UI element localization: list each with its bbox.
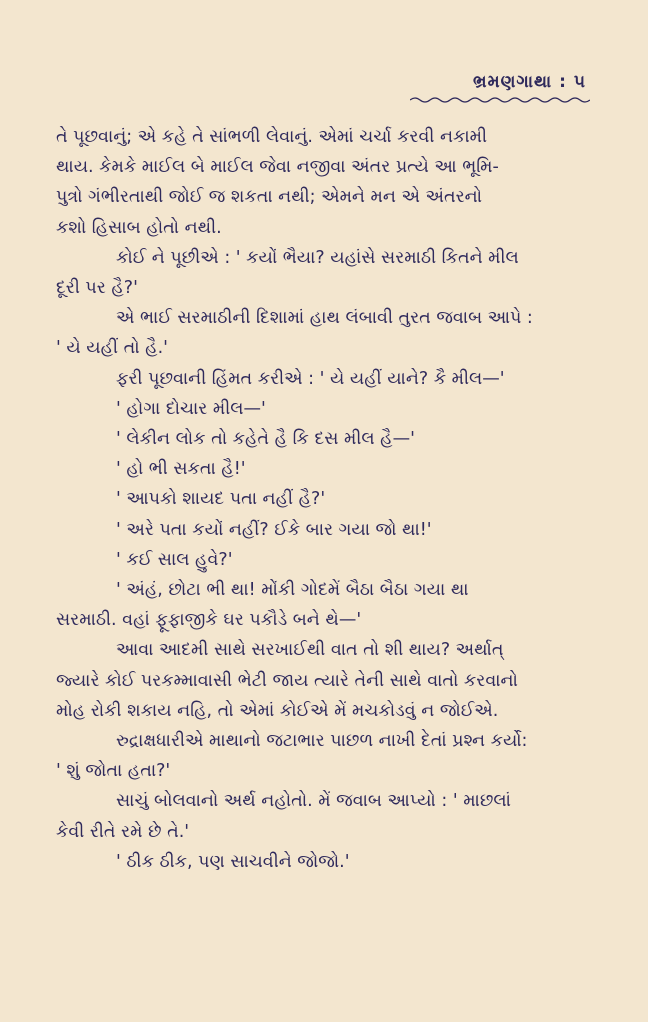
text-line: કોઈ ને પૂછીએ : ' કયોં ભૈયા? યહાંસે સરમાઠી કિતને મીલ <box>116 247 519 268</box>
text-line: પુત્રો ગંભીરતાથી જોઈ જ શકતા નથી; એમને મન એ અંતરનો <box>56 187 483 208</box>
text-line: તે પૂછવાનું; એ કહે તે સાંભળી લેવાનું. એમાં ચર્ચા કરવી નકામી <box>56 127 487 147</box>
text-line: થાય. કેમકે માઈલ બે માઈલ જેવા નજીવા અંતર પ્રત્યે આ ભૂમિ- <box>56 157 499 178</box>
text-line: ' લેકીન લોક તો કહેતે હૈ કિ દસ મીલ હૈ—' <box>116 429 415 450</box>
text-line: ' યે યહીં તો હૈ.' <box>56 338 168 359</box>
text-line: ' ઠીક ઠીક, પણ સાચવીને જોજો.' <box>116 851 350 872</box>
text-line: ' અરે પતા કયોં નહીં? ઈકે બાર ગયા જો થા!' <box>116 519 432 540</box>
running-header: ભ્રમણગાથા : ૫ <box>472 72 586 92</box>
text-line: મોહ રોકી શકાય નહિ, તો એમાં કોઈએ મેં મચકોડવું ન જોઈએ. <box>56 700 499 721</box>
text-line: ' હોગા દોચાર મીલ—' <box>116 398 266 419</box>
text-line: ' આપકો શાયદ પતા નહીં હૈ?' <box>116 489 326 510</box>
text-line: દૂરી પર હૈ?' <box>56 278 138 299</box>
text-line: કેવી રીતે રમે છે તે.' <box>56 821 190 842</box>
text-line: રુદ્રાક્ષધારીએ માથાનો જટાભાર પાછળ નાખી દેતાં પ્રશ્ન કર્યો: <box>116 731 528 752</box>
text-line: આવા આદમી સાથે સરખાઈથી વાત તો શી થાય? અર્થાત્ <box>116 640 504 661</box>
text-line: ' શું જોતા હતા?' <box>56 761 171 782</box>
text-line: એ ભાઈ સરમાઠીની દિશામાં હાથ લંબાવી તુરત જવાબ આપે : <box>116 308 533 329</box>
header-underline-ornament <box>410 96 590 104</box>
text-line: સરમાઠી. વહાં ફૂફાજીકે ઘર પકૌડે બને થે—' <box>56 610 362 631</box>
text-line: સાચું બોલવાનો અર્થ નહોતો. મેં જવાબ આપ્યો : ' માછલાં <box>116 791 511 812</box>
text-line: ' હો ભી સકતા હૈ!' <box>116 459 246 480</box>
text-line: ' કઈ સાલ હુવે?' <box>116 549 233 570</box>
text-line: ફરી પૂછવાની હિંમત કરીએ : ' યે યહીં યાને? કૈ મીલ—' <box>116 368 505 389</box>
text-line: કશો હિસાબ હોતો નથી. <box>56 217 222 238</box>
page-body <box>56 122 596 877</box>
text-line: જ્યારે કોઈ પરકમ્માવાસી ભેટી જાય ત્યારે તેની સાથે વાતો કરવાનો <box>56 670 518 691</box>
text-line: ' અંહં, છોટા ભી થા! મોંકી ગોદમેં બૈઠા બૈઠા ગયા થા <box>116 580 469 601</box>
